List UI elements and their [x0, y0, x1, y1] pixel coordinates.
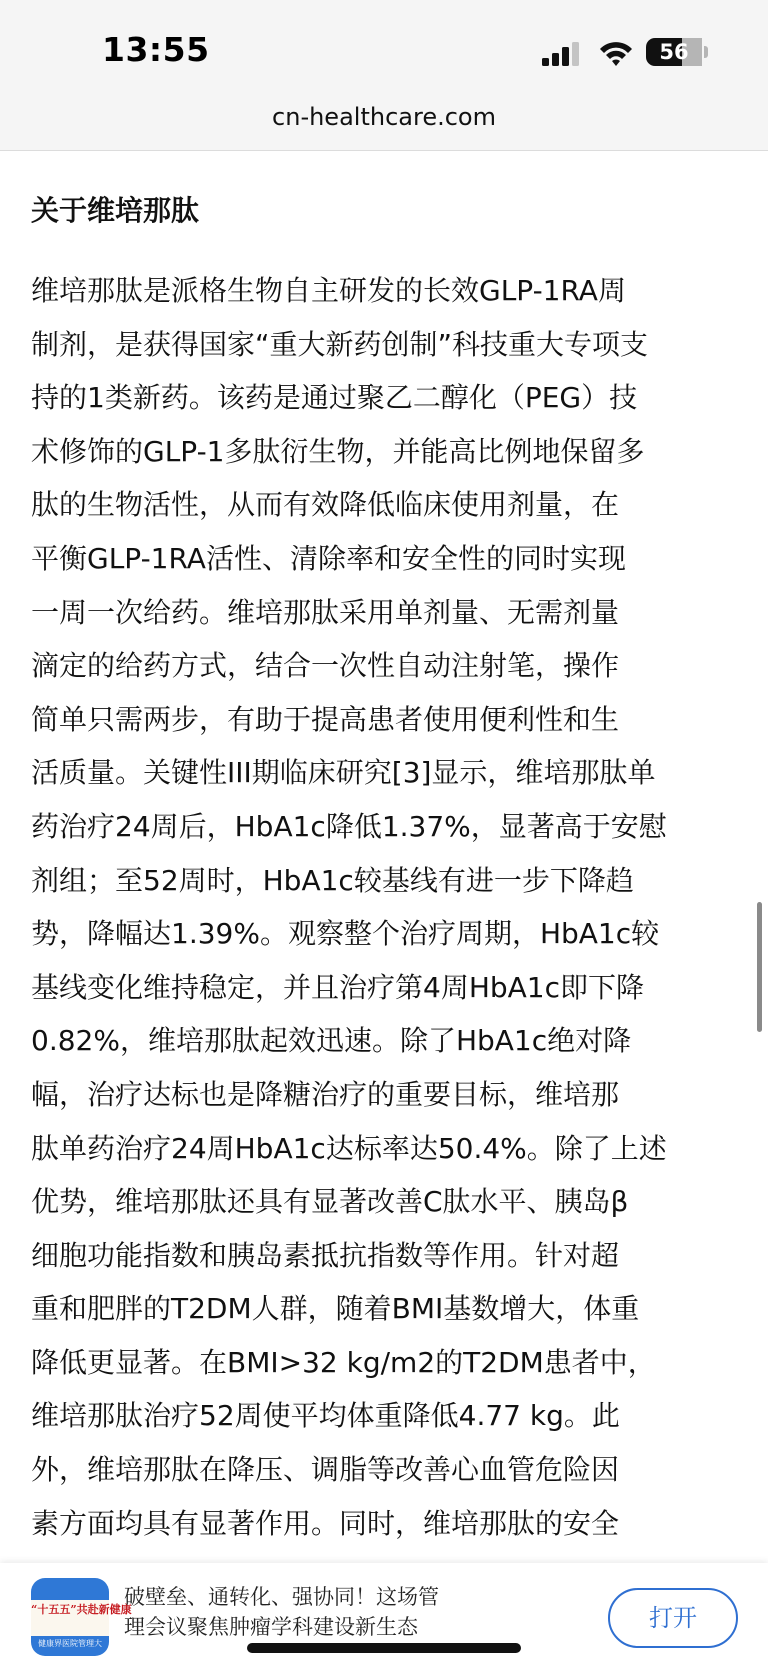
battery-icon	[646, 38, 702, 66]
article-content	[31, 150, 746, 1550]
paragraph-line: 幅，治疗达标也是降糖治疗的重要目标，维培那	[31, 1077, 620, 1111]
page-scrollbar[interactable]	[757, 902, 762, 1032]
battery-tip	[704, 46, 708, 58]
paragraph-line: 持的1类新药。该药是通过聚乙二醇化（PEG）技	[31, 381, 638, 415]
status-bar	[0, 0, 768, 96]
section-heading: 关于维培那肽	[31, 194, 200, 227]
paragraph-line: 滴定的给药方式，结合一次性自动注射笔，操作	[31, 649, 620, 683]
battery-level: 56	[659, 40, 689, 64]
paragraph-line: 维培那肽是派格生物自主研发的长效GLP-1RA周	[31, 274, 626, 307]
paragraph-line: 术修饰的GLP-1多肽衍生物，并能高比例地保留多	[31, 434, 645, 468]
paragraph-line: 剂组；至52周时，HbA1c较基线有进一步下降趋	[31, 863, 634, 897]
paragraph-line: 维培那肽治疗52周使平均体重降低4.77 kg。此	[31, 1399, 620, 1433]
cellular-signal-icon	[542, 42, 582, 66]
paragraph-line: 重和肥胖的T2DM人群，随着BMI基数增大，体重	[31, 1292, 640, 1326]
wifi-icon	[598, 38, 634, 68]
paragraph-line: 细胞功能指数和胰岛素抵抗指数等作用。针对超	[31, 1238, 620, 1272]
paragraph-line: 外，维培那肽在降压、调脂等改善心血管危险因	[31, 1453, 620, 1487]
app-logo	[31, 1578, 132, 1656]
paragraph-line: 一周一次给药。维培那肽采用单剂量、无需剂量	[31, 595, 620, 629]
article-paragraph	[31, 264, 746, 1550]
app-logo-text: “十五五”共赴新健康	[31, 1603, 132, 1616]
banner-headline-line: 理会议聚焦肿瘤学科建设新生态	[124, 1615, 418, 1639]
paragraph-line: 肽的生物活性，从而有效降低临床使用剂量，在	[31, 488, 620, 522]
paragraph-line: 活质量。关键性III期临床研究[3]显示，维培那肽单	[31, 756, 656, 790]
paragraph-line: 降低更显著。在BMI>32 kg/m2的T2DM患者中，	[31, 1345, 656, 1379]
paragraph-line: 基线变化维持稳定，并且治疗第4周HbA1c即下降	[31, 970, 645, 1004]
open-app-button[interactable]: 打开	[608, 1588, 738, 1648]
home-indicator[interactable]	[247, 1643, 521, 1653]
paragraph-line: 肽单药治疗24周HbA1c达标率达50.4%。除了上述	[31, 1131, 667, 1165]
paragraph-line: 药治疗24周后，HbA1c降低1.37%，显著高于安慰	[31, 809, 667, 843]
url-text[interactable]: cn-healthcare.com	[272, 103, 496, 131]
paragraph-line: 优势，维培那肽还具有显著改善C肽水平、胰岛β	[31, 1185, 629, 1219]
address-bar[interactable]	[0, 96, 768, 151]
paragraph-line: 素方面均具有显著作用。同时，维培那肽的安全	[31, 1506, 620, 1540]
paragraph-line: 制剂，是获得国家“重大新药创制”科技重大专项支	[31, 327, 649, 361]
status-time: 13:55	[102, 30, 210, 69]
banner-headline[interactable]	[124, 1582, 484, 1642]
app-logo-subtext: 健康界医院管理大	[38, 1639, 102, 1648]
banner-headline-line: 破壁垒、通转化、强协同！这场管	[124, 1585, 439, 1609]
paragraph-line: 0.82%，维培那肽起效迅速。除了HbA1c绝对降	[31, 1024, 632, 1058]
paragraph-line: 简单只需两步，有助于提高患者使用便利性和生	[31, 702, 620, 736]
paragraph-line: 平衡GLP-1RA活性、清除率和安全性的同时实现	[31, 541, 626, 575]
paragraph-line: 势，降幅达1.39%。观察整个治疗周期，HbA1c较	[31, 917, 660, 951]
